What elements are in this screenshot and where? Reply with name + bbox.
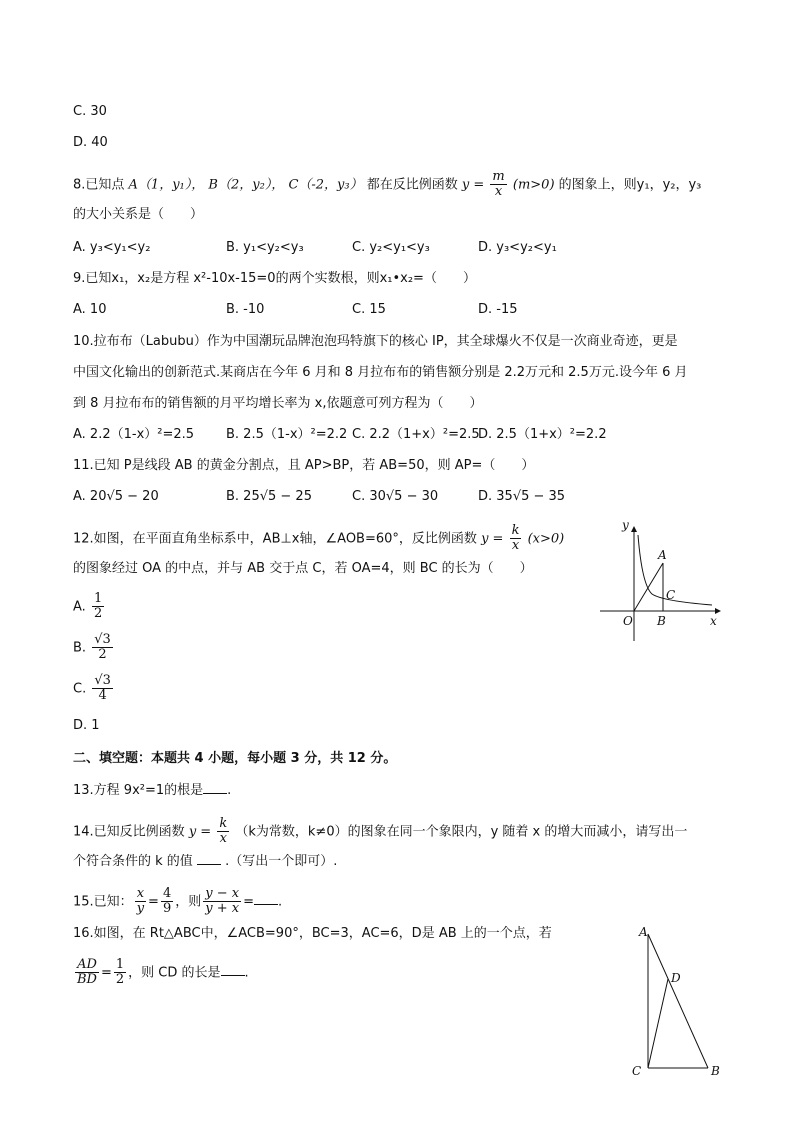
q10-line1: 10.拉布布（Labubu）作为中国潮玩品牌泡泡玛特旗下的核心 IP，其全球爆火不仅是一次商业奇迹，更是 — [73, 334, 678, 349]
q16-f1-num: AD — [75, 958, 99, 973]
q14-blank — [197, 852, 221, 865]
q15-f3-den: y + x — [205, 901, 240, 917]
q13-text: 13.方程 9x²=1的根是 — [73, 783, 204, 798]
q16-label-a: A — [639, 925, 648, 939]
q16-blank — [221, 963, 245, 976]
question-8 — [73, 170, 701, 200]
q14-suffix: （k为常数，k≠0）的图象在同一个象限内，y 随着 x 的增大而减小，请写出一 — [235, 824, 688, 840]
q16-label-b: B — [711, 1064, 720, 1078]
q15-f2-num: 4 — [162, 886, 172, 901]
q8-option-b: B. y₁<y₂<y₃ — [226, 240, 304, 255]
q8-prefix: 8.已知点 — [73, 177, 125, 193]
q12-option-a-fraction — [92, 592, 104, 622]
question-13 — [73, 781, 231, 800]
q12-option-b-den: 2 — [98, 647, 107, 663]
q9-option-c: C. 15 — [352, 302, 386, 317]
q12-option-c-fraction — [92, 674, 113, 704]
q12-option-b-fraction — [92, 633, 113, 663]
q8-cond: (m>0) — [512, 177, 555, 193]
q10-option-b: B. 2.5（1-x）²=2.2 — [226, 427, 348, 442]
question-9: 9.已知x₁，x₂是方程 x²-10x-15=0的两个实数根，则x₁•x₂=（ ） — [73, 271, 476, 286]
q12-segment-oa — [634, 563, 663, 611]
q12-option-b — [73, 633, 115, 663]
q11-option-a: A. 20√5 − 20 — [73, 489, 159, 504]
q12-figure — [592, 515, 732, 645]
q8-option-c: C. y₂<y₁<y₃ — [352, 240, 430, 255]
q16-figure — [628, 922, 728, 1082]
q12-option-c — [73, 674, 115, 704]
q16-label-c: C — [632, 1064, 642, 1078]
q15-end: . — [278, 894, 283, 910]
q16-text: ，则 CD 的长是 — [128, 965, 221, 981]
question-12 — [73, 524, 564, 554]
q12-label-a: A — [658, 548, 667, 562]
q12-num: k — [511, 523, 520, 538]
q12-option-a-label: A. — [73, 599, 86, 615]
q8-fraction — [490, 170, 506, 200]
q16-line2 — [73, 958, 249, 988]
section-2-heading: 二、填空题：本题共 4 小题，每小题 3 分，共 12 分。 — [73, 751, 397, 766]
q12-prefix: 12.如图，在平面直角坐标系中，AB⊥x轴，∠AOB=60°，反比例函数 — [73, 531, 477, 547]
q12-option-d: D. 1 — [73, 718, 100, 733]
question-14 — [73, 817, 687, 847]
q16-fraction-1 — [75, 958, 99, 988]
q16-fraction-2 — [114, 958, 126, 988]
q12-label-b: B — [657, 614, 666, 628]
q12-option-a-num: 1 — [93, 591, 103, 606]
q8-option-d: D. y₃<y₂<y₁ — [478, 240, 557, 255]
q15-fraction-1 — [135, 887, 146, 917]
q16-line1: 16.如图，在 Rt△ABC中，∠ACB=90°，BC=3，AC=6，D是 AB 上的一个点，若 — [73, 926, 552, 941]
q12-fraction — [510, 524, 522, 554]
q9-option-b: B. -10 — [226, 302, 265, 317]
q15-eq: = — [148, 894, 159, 910]
q13-end: . — [227, 783, 232, 798]
option-c-prev: C. 30 — [73, 104, 107, 119]
q15-blank — [254, 892, 278, 905]
q15-f1-num: x — [135, 887, 146, 902]
q12-option-b-num: √3 — [94, 632, 111, 647]
q8-point-a: A（1，y₁）， — [128, 177, 205, 193]
q12-den: x — [511, 538, 520, 554]
q14-line2b: .（写出一个即可）. — [225, 854, 338, 869]
q10-option-c: C. 2.2（1+x）²=2.5 — [352, 427, 480, 442]
q16-f1-den: BD — [77, 972, 97, 988]
q12-label-o: O — [623, 614, 633, 628]
option-d-prev: D. 40 — [73, 135, 108, 150]
q12-option-c-label: C. — [73, 681, 87, 697]
q16-eq: = — [100, 965, 112, 981]
q15-f2-den: 9 — [162, 901, 172, 917]
q13-blank — [203, 781, 227, 794]
q14-den: x — [219, 831, 227, 847]
q14-num: k — [219, 816, 228, 831]
q12-option-c-num: √3 — [94, 673, 111, 688]
q16-f2-den: 2 — [115, 972, 125, 988]
q15-f1-den: y — [136, 901, 145, 917]
q11-option-d: D. 35√5 − 35 — [478, 489, 566, 504]
question-15 — [73, 887, 282, 917]
q12-label-c: C — [666, 588, 676, 602]
q9-option-d: D. -15 — [478, 302, 518, 317]
q8-point-c: C（-2，y₃） — [288, 177, 363, 193]
q8-func: y = — [461, 177, 489, 193]
q14-fraction — [217, 817, 229, 847]
q16-end: . — [244, 965, 249, 981]
q14-line2a: 个符合条件的 k 的值 — [73, 854, 193, 869]
q12-cond: (x>0) — [527, 531, 565, 547]
question-11: 11.已知 P是线段 AB 的黄金分割点，且 AP>BP，若 AB=50，则 AP=（ ） — [73, 458, 535, 473]
q14-line2 — [73, 852, 337, 871]
q15-fraction-2 — [161, 887, 173, 917]
q16-label-d: D — [671, 971, 681, 985]
q15-f3-num: y − x — [205, 886, 240, 901]
q8-option-a: A. y₃<y₁<y₂ — [73, 240, 151, 255]
q15-fraction-3 — [203, 887, 241, 917]
q12-func: y = — [481, 531, 508, 547]
q8-suffix: 的图象上，则y₁，y₂，y₃ — [558, 177, 702, 193]
q12-option-b-label: B. — [73, 640, 87, 656]
q8-num: m — [492, 169, 505, 184]
q14-prefix: 14.已知反比例函数 — [73, 824, 185, 840]
q14-func: y = — [188, 824, 216, 840]
q12-line2: 的图象经过 OA 的中点，并与 AB 交于点 C，若 OA=4，则 BC 的长为（ ） — [73, 561, 533, 576]
q8-point-b: B（2，y₂）， — [208, 177, 285, 193]
q11-option-c: C. 30√5 − 30 — [352, 489, 439, 504]
q8-den: x — [494, 184, 503, 200]
q10-line2: 中国文化输出的创新范式.某商店在今年 6 月和 8 月拉布布的销售额分别是 2.2万元和 2.5万元.设今年 6 月 — [73, 365, 688, 380]
q10-line3: 到 8 月拉布布的销售额的月平均增长率为 x,依题意可列方程为（ ） — [73, 396, 483, 411]
q16-f2-num: 1 — [115, 957, 125, 972]
q12-option-a — [73, 592, 106, 622]
q10-option-d: D. 2.5（1+x）²=2.2 — [478, 427, 607, 442]
q15-mid: ，则 — [175, 894, 202, 910]
q16-side-ab — [648, 934, 708, 1068]
q8-mid: 都在反比例函数 — [366, 177, 458, 193]
q12-label-x: x — [710, 614, 717, 628]
q9-option-a: A. 10 — [73, 302, 107, 317]
q16-segment-cd — [648, 979, 668, 1068]
q15-prefix: 15.已知： — [73, 894, 133, 910]
q12-label-y: y — [622, 518, 629, 532]
q15-eq2: = — [243, 894, 254, 910]
q12-option-a-den: 2 — [93, 606, 103, 622]
q12-option-c-den: 4 — [98, 688, 107, 704]
q11-option-b: B. 25√5 − 25 — [226, 489, 312, 504]
q10-option-a: A. 2.2（1-x）²=2.5 — [73, 427, 195, 442]
q8-line2: 的大小关系是（ ） — [73, 207, 204, 222]
